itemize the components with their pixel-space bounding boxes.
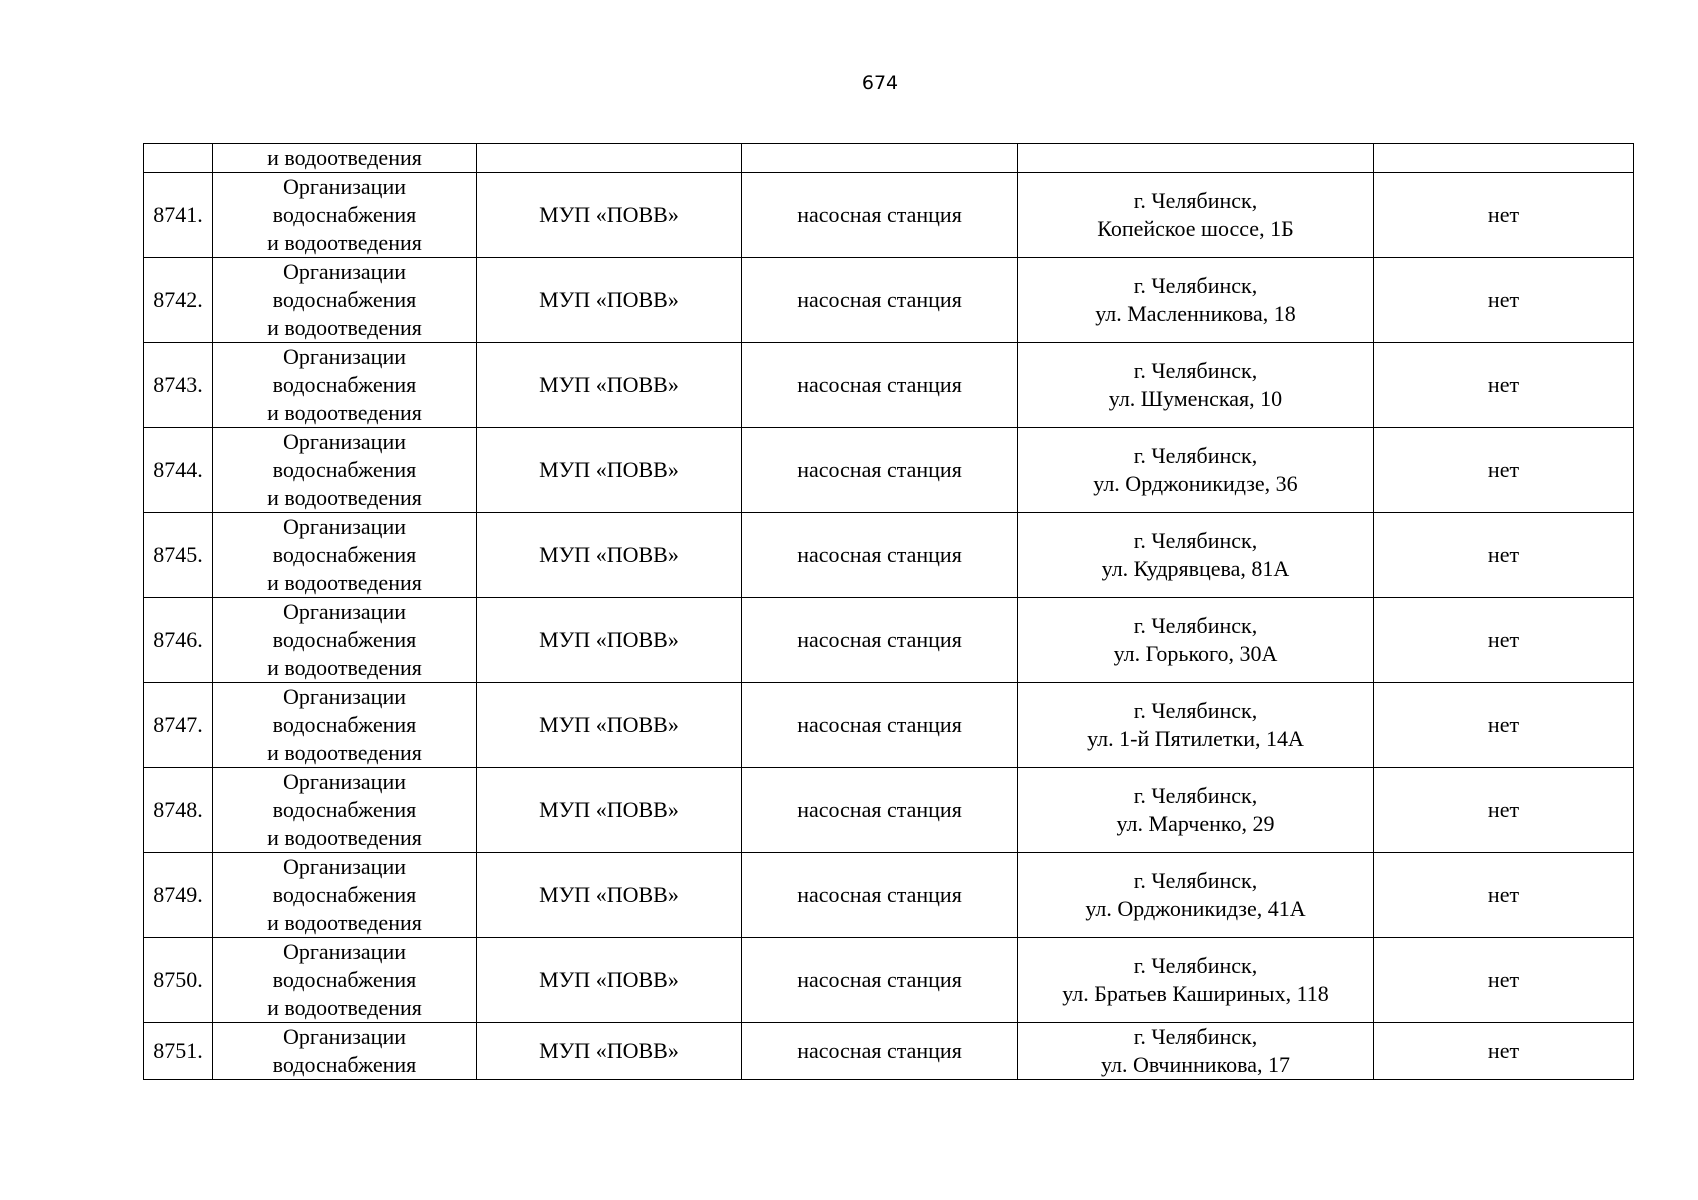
cell-flag: нет — [1374, 173, 1634, 258]
table-row — [144, 173, 1634, 258]
table-row — [144, 938, 1634, 1023]
cell-address — [1018, 513, 1374, 598]
address-line: ул. Марченко, 29 — [1116, 811, 1275, 836]
cell-category — [213, 428, 477, 513]
category-line: и водоотведения — [267, 740, 422, 765]
cell-category — [213, 768, 477, 853]
cell-address — [1018, 853, 1374, 938]
cell-num: 8745. — [144, 513, 213, 598]
registry-table — [143, 143, 1634, 1080]
table-row — [144, 258, 1634, 343]
category-line: Организации — [283, 259, 406, 284]
cell-category — [213, 853, 477, 938]
cell-category — [213, 1023, 477, 1080]
cell-type — [742, 144, 1018, 173]
category-line: водоснабжения — [272, 457, 417, 482]
address-line: г. Челябинск, — [1133, 698, 1258, 723]
cell-category — [213, 173, 477, 258]
cell-address — [1018, 768, 1374, 853]
cell-type: насосная станция — [742, 853, 1018, 938]
cell-org: МУП «ПОВВ» — [477, 853, 742, 938]
category-line: водоснабжения — [272, 967, 417, 992]
category-line: Организации — [283, 684, 406, 709]
cell-flag — [1374, 144, 1634, 173]
address-line: г. Челябинск, — [1133, 188, 1258, 213]
category-line: и водоотведения — [267, 145, 422, 170]
category-line: водоснабжения — [272, 627, 417, 652]
cell-address — [1018, 428, 1374, 513]
cell-flag: нет — [1374, 598, 1634, 683]
table-row — [144, 683, 1634, 768]
table-row — [144, 343, 1634, 428]
cell-org: МУП «ПОВВ» — [477, 343, 742, 428]
address-line: г. Челябинск, — [1133, 358, 1258, 383]
category-line: и водоотведения — [267, 995, 422, 1020]
cell-address — [1018, 343, 1374, 428]
table-row — [144, 513, 1634, 598]
category-line: Организации — [283, 514, 406, 539]
address-line: ул. Шуменская, 10 — [1108, 386, 1283, 411]
table-row — [144, 768, 1634, 853]
cell-num: 8751. — [144, 1023, 213, 1080]
category-line: Организации — [283, 344, 406, 369]
cell-type: насосная станция — [742, 1023, 1018, 1080]
category-line: водоснабжения — [272, 882, 417, 907]
cell-flag: нет — [1374, 513, 1634, 598]
cell-flag: нет — [1374, 1023, 1634, 1080]
table-row — [144, 853, 1634, 938]
cell-num — [144, 144, 213, 173]
category-line: и водоотведения — [267, 230, 422, 255]
cell-flag: нет — [1374, 938, 1634, 1023]
cell-num: 8742. — [144, 258, 213, 343]
category-line: и водоотведения — [267, 570, 422, 595]
category-line: водоснабжения — [272, 542, 417, 567]
cell-category — [213, 343, 477, 428]
cell-org: МУП «ПОВВ» — [477, 768, 742, 853]
table-row — [144, 1023, 1634, 1080]
category-line: Организации — [283, 854, 406, 879]
cell-num: 8750. — [144, 938, 213, 1023]
cell-category — [213, 598, 477, 683]
address-line: ул. Орджоникидзе, 41А — [1085, 896, 1306, 921]
category-line: Организации — [283, 429, 406, 454]
cell-address — [1018, 144, 1374, 173]
cell-org: МУП «ПОВВ» — [477, 173, 742, 258]
cell-type: насосная станция — [742, 683, 1018, 768]
table-row — [144, 428, 1634, 513]
category-line: водоснабжения — [272, 287, 417, 312]
address-line: ул. Братьев Кашириных, 118 — [1062, 981, 1329, 1006]
address-line: г. Челябинск, — [1133, 953, 1258, 978]
page-number: 674 — [861, 72, 899, 94]
registry-table-body — [144, 144, 1634, 1080]
cell-num: 8744. — [144, 428, 213, 513]
address-line: ул. Орджоникидзе, 36 — [1093, 471, 1298, 496]
cell-flag: нет — [1374, 768, 1634, 853]
cell-num: 8747. — [144, 683, 213, 768]
address-line: ул. Овчинникова, 17 — [1100, 1052, 1291, 1077]
category-line: водоснабжения — [272, 797, 417, 822]
cell-type: насосная станция — [742, 428, 1018, 513]
category-line: и водоотведения — [267, 655, 422, 680]
cell-address — [1018, 938, 1374, 1023]
cell-num: 8749. — [144, 853, 213, 938]
cell-type: насосная станция — [742, 258, 1018, 343]
cell-category — [213, 258, 477, 343]
cell-org: МУП «ПОВВ» — [477, 598, 742, 683]
table-row-continuation — [144, 144, 1634, 173]
category-line: Организации — [283, 769, 406, 794]
cell-address — [1018, 258, 1374, 343]
address-line: ул. Кудрявцева, 81А — [1101, 556, 1290, 581]
cell-address — [1018, 598, 1374, 683]
category-line: и водоотведения — [267, 825, 422, 850]
category-line: водоснабжения — [272, 1052, 417, 1077]
cell-address — [1018, 1023, 1374, 1080]
cell-num: 8746. — [144, 598, 213, 683]
category-line: водоснабжения — [272, 372, 417, 397]
category-line: и водоотведения — [267, 400, 422, 425]
category-line: и водоотведения — [267, 315, 422, 340]
cell-type: насосная станция — [742, 938, 1018, 1023]
table-row — [144, 598, 1634, 683]
address-line: г. Челябинск, — [1133, 528, 1258, 553]
category-line: и водоотведения — [267, 910, 422, 935]
cell-flag: нет — [1374, 343, 1634, 428]
cell-flag: нет — [1374, 428, 1634, 513]
address-line: г. Челябинск, — [1133, 783, 1258, 808]
cell-num: 8741. — [144, 173, 213, 258]
cell-flag: нет — [1374, 853, 1634, 938]
address-line: ул. Масленникова, 18 — [1095, 301, 1296, 326]
category-line: водоснабжения — [272, 712, 417, 737]
cell-num: 8743. — [144, 343, 213, 428]
cell-category — [213, 938, 477, 1023]
cell-org: МУП «ПОВВ» — [477, 428, 742, 513]
cell-org: МУП «ПОВВ» — [477, 683, 742, 768]
cell-org: МУП «ПОВВ» — [477, 1023, 742, 1080]
cell-type: насосная станция — [742, 343, 1018, 428]
address-line: г. Челябинск, — [1133, 443, 1258, 468]
cell-address — [1018, 173, 1374, 258]
category-line: водоснабжения — [272, 202, 417, 227]
address-line: Копейское шоссе, 1Б — [1097, 216, 1294, 241]
category-line: Организации — [283, 939, 406, 964]
cell-type: насосная станция — [742, 768, 1018, 853]
cell-org: МУП «ПОВВ» — [477, 513, 742, 598]
cell-type: насосная станция — [742, 598, 1018, 683]
cell-flag: нет — [1374, 683, 1634, 768]
cell-type: насосная станция — [742, 513, 1018, 598]
cell-num: 8748. — [144, 768, 213, 853]
cell-org: МУП «ПОВВ» — [477, 258, 742, 343]
address-line: ул. 1-й Пятилетки, 14А — [1087, 726, 1304, 751]
address-line: ул. Горького, 30А — [1113, 641, 1278, 666]
cell-flag: нет — [1374, 258, 1634, 343]
cell-category — [213, 513, 477, 598]
cell-address — [1018, 683, 1374, 768]
cell-org — [477, 144, 742, 173]
category-line: Организации — [283, 599, 406, 624]
category-line: Организации — [283, 1024, 406, 1049]
cell-org: МУП «ПОВВ» — [477, 938, 742, 1023]
address-line: г. Челябинск, — [1133, 868, 1258, 893]
cell-category — [213, 144, 477, 173]
cell-category — [213, 683, 477, 768]
address-line: г. Челябинск, — [1133, 1024, 1258, 1049]
address-line: г. Челябинск, — [1133, 273, 1258, 298]
address-line: г. Челябинск, — [1133, 613, 1258, 638]
category-line: Организации — [283, 174, 406, 199]
category-line: и водоотведения — [267, 485, 422, 510]
cell-type: насосная станция — [742, 173, 1018, 258]
